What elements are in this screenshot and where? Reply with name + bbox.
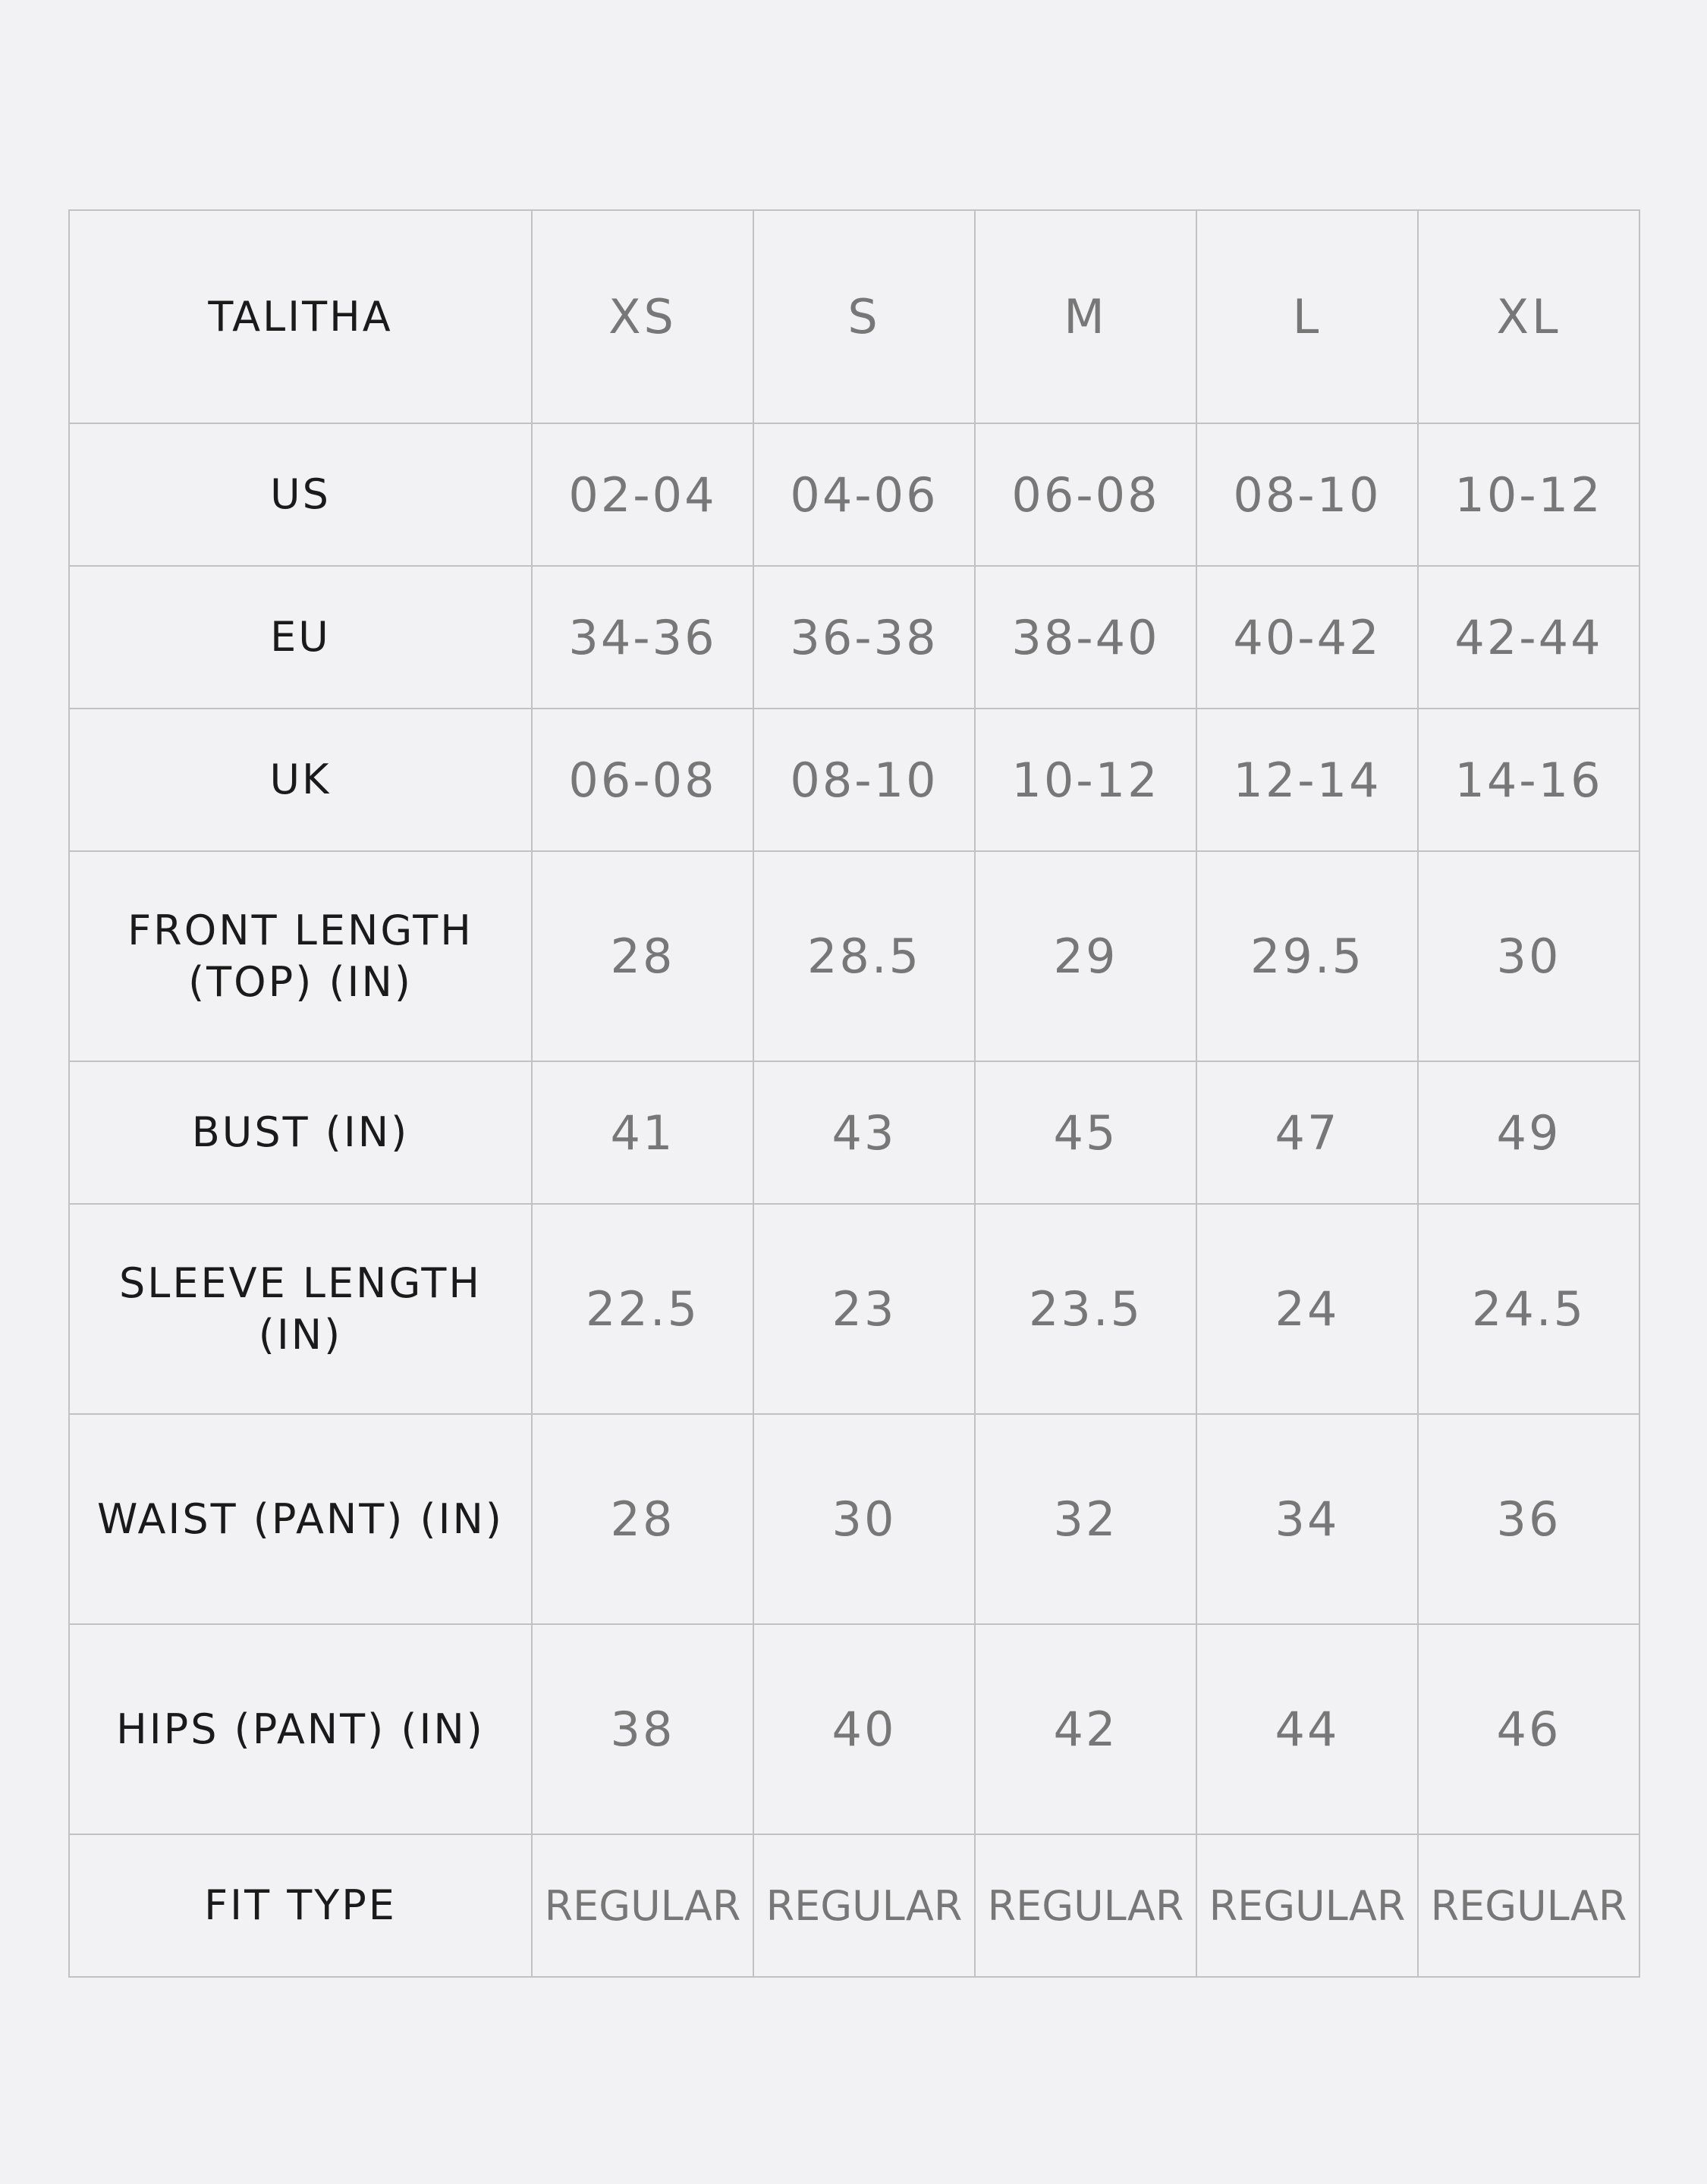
table-cell: 43 [753,1061,975,1204]
table-cell: 10-12 [975,709,1196,851]
table-cell: 02-04 [532,423,753,566]
table-cell: 28 [532,1414,753,1624]
row-label: FIT TYPE [69,1834,532,1977]
table-cell: REGULAR [753,1834,975,1977]
table-cell: 49 [1418,1061,1639,1204]
table-cell: 24 [1196,1204,1418,1414]
table-cell: 36-38 [753,566,975,709]
table-cell: 45 [975,1061,1196,1204]
table-cell: 38-40 [975,566,1196,709]
table-row [69,1624,1639,1834]
table-cell: 36 [1418,1414,1639,1624]
row-label: EU [69,566,532,709]
table-cell: 30 [753,1414,975,1624]
table-cell: 29.5 [1196,851,1418,1061]
table-cell: 08-10 [753,709,975,851]
table-cell: 10-12 [1418,423,1639,566]
table-cell: 04-06 [753,423,975,566]
table-cell: 46 [1418,1624,1639,1834]
table-cell: 24.5 [1418,1204,1639,1414]
table-row [69,1204,1639,1414]
size-header-l: L [1196,210,1418,423]
table-title: TALITHA [69,210,532,423]
table-cell: 08-10 [1196,423,1418,566]
table-cell: 06-08 [532,709,753,851]
table-cell: 23.5 [975,1204,1196,1414]
table-cell: 30 [1418,851,1639,1061]
table-cell: 47 [1196,1061,1418,1204]
table-cell: 42 [975,1624,1196,1834]
table-cell: 41 [532,1061,753,1204]
table-cell: 14-16 [1418,709,1639,851]
row-label: WAIST (PANT) (IN) [69,1414,532,1624]
size-header-m: M [975,210,1196,423]
table-cell: 44 [1196,1624,1418,1834]
table-row [69,1061,1639,1204]
row-label: US [69,423,532,566]
table-row [69,851,1639,1061]
table-cell: 06-08 [975,423,1196,566]
table-cell: 12-14 [1196,709,1418,851]
size-header-xl: XL [1418,210,1639,423]
table-cell: 29 [975,851,1196,1061]
table-row [69,709,1639,851]
size-header-s: S [753,210,975,423]
table-cell: 23 [753,1204,975,1414]
table-row [69,1834,1639,1977]
table-cell: 40 [753,1624,975,1834]
row-label: UK [69,709,532,851]
row-label: BUST (IN) [69,1061,532,1204]
table-cell: 38 [532,1624,753,1834]
table-cell: 34 [1196,1414,1418,1624]
table-cell: REGULAR [1196,1834,1418,1977]
row-label: SLEEVE LENGTH (IN) [69,1204,532,1414]
size-chart-table [68,209,1640,1978]
row-label: FRONT LENGTH (TOP) (IN) [69,851,532,1061]
table-cell: REGULAR [1418,1834,1639,1977]
table-cell: 22.5 [532,1204,753,1414]
row-label: HIPS (PANT) (IN) [69,1624,532,1834]
table-cell: 28.5 [753,851,975,1061]
table-cell: 28 [532,851,753,1061]
table-row [69,566,1639,709]
table-cell: 40-42 [1196,566,1418,709]
table-cell: 34-36 [532,566,753,709]
table-cell: REGULAR [975,1834,1196,1977]
table-cell: 32 [975,1414,1196,1624]
size-header-xs: XS [532,210,753,423]
table-cell: 42-44 [1418,566,1639,709]
table-header-row [69,210,1639,423]
table-cell: REGULAR [532,1834,753,1977]
table-row [69,423,1639,566]
table-row [69,1414,1639,1624]
